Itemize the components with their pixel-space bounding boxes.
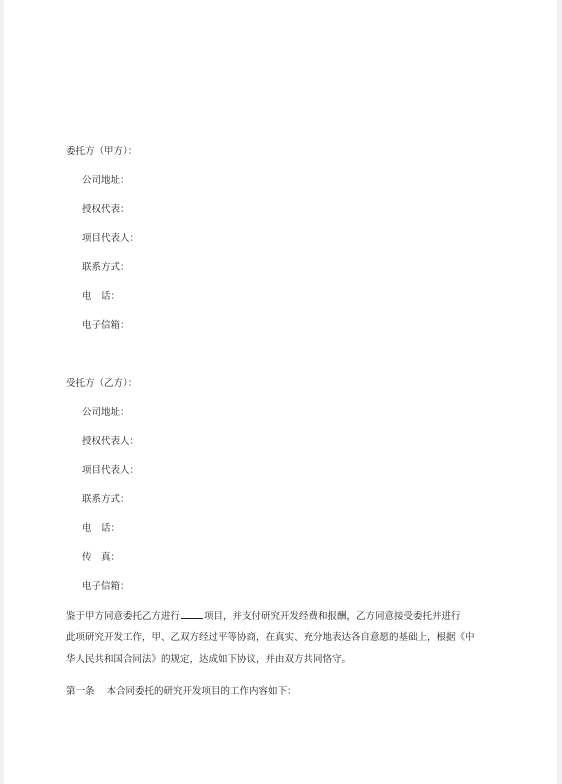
project-name-blank: [181, 609, 203, 619]
article-1: [66, 685, 297, 698]
party-a-email: 电子信箱：: [82, 320, 130, 331]
party-b-project-rep: 项目代表人：: [82, 465, 140, 476]
party-b-heading: 受托方（乙方）：: [66, 378, 138, 389]
preamble-line-1-after: 项目，并支付研究开发经费和报酬，乙方同意接受委托并进行: [204, 611, 461, 622]
party-a-company-address: 公司地址：: [82, 175, 130, 186]
article-1-text: 本合同委托的研究开发项目的工作内容如下：: [106, 686, 297, 697]
party-a-contact: 联系方式：: [82, 262, 130, 273]
preamble-line-1-before: 鉴于甲方同意委托乙方进行: [66, 611, 181, 622]
party-a-heading: 委托方（甲方）：: [66, 146, 138, 157]
party-b-company-address: 公司地址：: [82, 407, 130, 418]
party-a-phone: 电 话：: [82, 291, 121, 302]
preamble-line-3: 华人民共和国合同法》的规定，达成如下协议，并由双方共同恪守。: [66, 654, 352, 665]
party-a-project-rep: 项目代表人：: [82, 233, 140, 244]
article-1-number: 第一条: [66, 686, 95, 697]
preamble-line-2: 此项研究开发工作，甲、乙双方经过平等协商，在真实、充分地表达各自意愿的基础上，根据《中: [66, 632, 475, 643]
party-b-email: 电子信箱：: [82, 581, 130, 592]
party-a-authorized-rep: 授权代表：: [82, 204, 130, 215]
party-b-phone: 电 话：: [82, 523, 121, 534]
party-b-contact: 联系方式：: [82, 494, 130, 505]
preamble-line-1: [66, 609, 461, 623]
party-b-fax: 传 真：: [82, 552, 121, 563]
party-b-authorized-rep: 授权代表人：: [82, 436, 140, 447]
document-page: [4, 0, 557, 784]
